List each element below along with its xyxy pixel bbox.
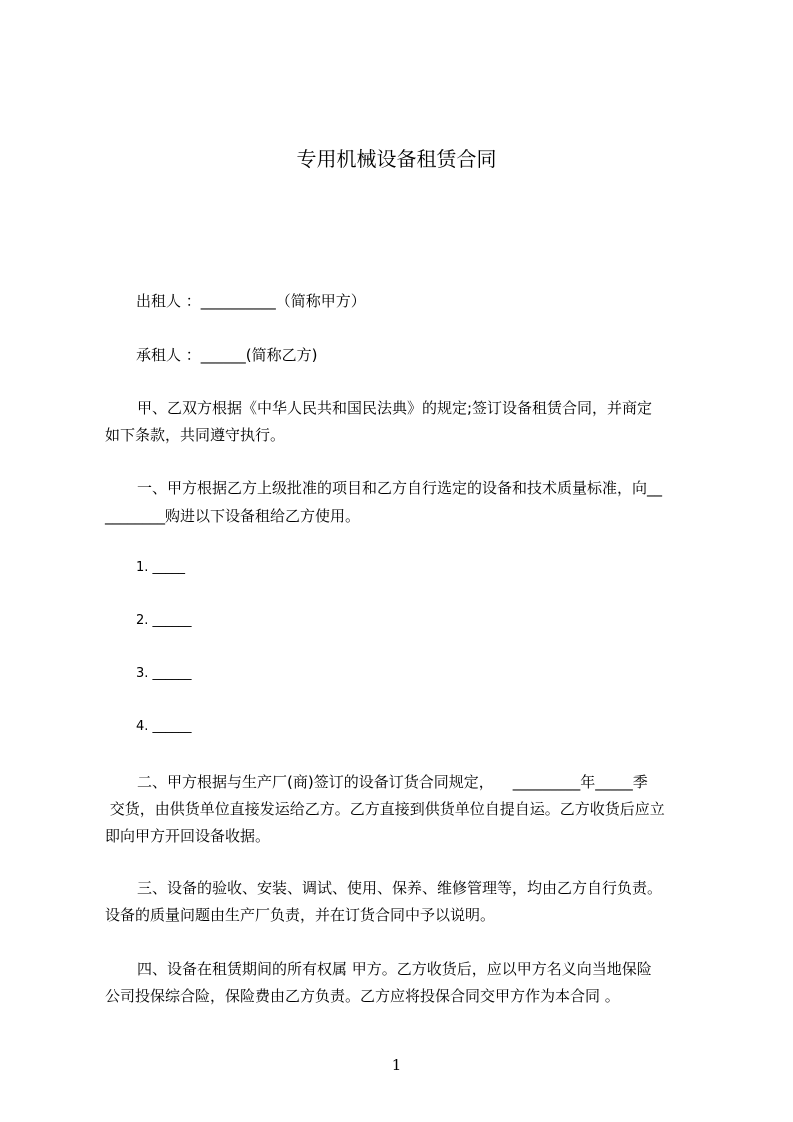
clause1-line-2: ________购进以下设备租给乙方使用。 (105, 507, 361, 525)
clause2-line-3: 即向甲方开回设备收据。 (105, 827, 271, 845)
lessor-line: 出租人 ：__________（简称甲方） (136, 292, 366, 310)
clause1-line-1: 一、甲方根据乙方上级批准的项目和乙方自行选定的设备和技术质量标准，向__ (137, 479, 663, 497)
page-number: 1 (391, 1056, 402, 1074)
clause3-line-2: 设备的质量问题由生产厂负责，并在订货合同中予以说明。 (105, 906, 496, 924)
item-1: 1. _____ (136, 560, 186, 575)
clause2-line-1: 二、甲方根据与生产厂(商)签订的设备订货合同规定， _________年_____季 (137, 773, 648, 791)
lessee-line: 承租人 ：______(简称乙方) (136, 346, 318, 364)
clause4-line-2: 公司投保综合险，保险费由乙方负责。乙方应将投保合同交甲方作为本合同 。 (105, 987, 620, 1005)
item-3: 3. ______ (136, 666, 192, 681)
document-title: 专用机械设备租赁合同 (296, 147, 497, 171)
clause4-line-1: 四、设备在租赁期间的所有权属 甲方。乙方收货后，应以甲方名义向当地保险 (137, 960, 652, 978)
preamble-line-1: 甲、乙双方根据《中华人民共和国民法典》的规定;签订设备租赁合同，并商定 (137, 399, 653, 417)
preamble-line-2: 如下条款，共同遵守执行。 (105, 426, 286, 444)
clause2-line-2: 交货，由供货单位直接发运给乙方。乙方直接到供货单位自提自运。乙方收货后应立 (105, 800, 665, 818)
clause3-line-1: 三、设备的验收、安装、调试、使用、保养、维修管理等，均由乙方自行负责。 (137, 879, 663, 897)
item-4: 4. ______ (136, 719, 192, 734)
item-2: 2. ______ (136, 613, 192, 628)
